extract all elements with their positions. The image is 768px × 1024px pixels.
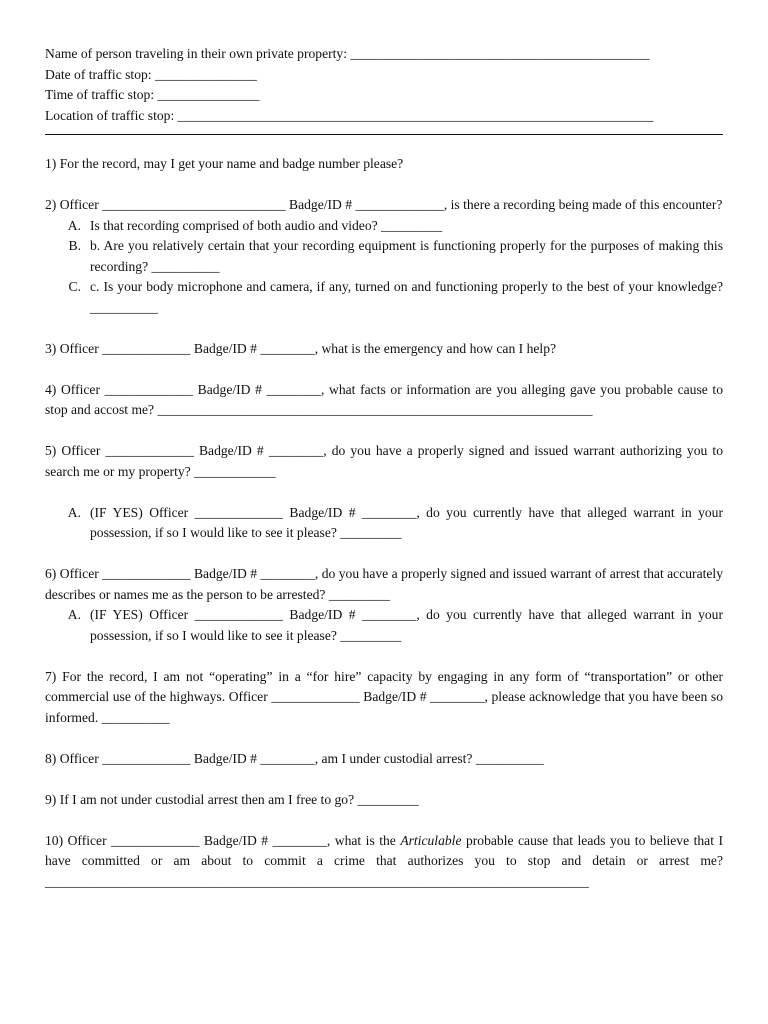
question-10-emphasis: Articulable	[400, 832, 462, 848]
list-item-text: b. Are you relatively certain that your recording equipment is functioning properly for the purposes of making this recording? __________	[90, 238, 723, 274]
question-5-item-a	[45, 503, 723, 544]
list-item-text: c. Is your body microphone and camera, if any, turned on and functioning properly to the best of your knowledge? __________	[90, 279, 723, 315]
list-marker: A.	[67, 217, 81, 233]
question-1: 1) For the record, may I get your name and badge number please?	[45, 156, 404, 171]
list-item-text: (IF YES) Officer _____________ Badge/ID # ________, do you currently have that alleged warrant in your possession, if so I would like to see it please? _________	[90, 607, 723, 643]
name-line: Name of person traveling in their own private property: ____________________________________________	[45, 46, 650, 61]
list-marker: A.	[67, 607, 81, 622]
question-3: 3) Officer _____________ Badge/ID # ________, what is the emergency and how can I help?	[45, 340, 557, 356]
question-4: 4) Officer _____________ Badge/ID # ________, what facts or information are you alleging gave you probable cause to stop and accost me? ________________________________________________________________	[45, 381, 723, 417]
question-2-item-a	[45, 216, 723, 237]
date-line: Date of traffic stop: _______________	[45, 66, 257, 82]
question-6-item-a	[45, 605, 723, 646]
question-10	[45, 831, 723, 893]
question-9: 9) If I am not under custodial arrest then am I free to go? _________	[45, 791, 419, 807]
location-line: Location of traffic stop: ______________________________________________________________________	[45, 107, 654, 123]
question-10-start: 10) Officer _____________ Badge/ID # ________, what is the	[45, 832, 401, 848]
question-2-item-c	[45, 277, 723, 318]
question-7: 7) For the record, I am not “operating” in a “for hire” capacity by engaging in any form of “transportation” or other commercial use of the highways. Officer _____________ Badge/ID # ________, please acknowledge that you have been so informed. __________	[45, 668, 723, 725]
list-marker: B.	[68, 238, 81, 253]
question-2: 2) Officer ___________________________ Badge/ID # _____________, is there a recording being made of this encounter?	[45, 197, 723, 212]
question-6: 6) Officer _____________ Badge/ID # ________, do you have a properly signed and issued warrant of arrest that accurately describes or names me as the person to be arrested? _________	[45, 566, 723, 602]
question-5: 5) Officer _____________ Badge/ID # ________, do you have a properly signed and issued warrant authorizing you to search me or my property? ____________	[45, 443, 723, 479]
list-item-text: (IF YES) Officer _____________ Badge/ID # ________, do you currently have that alleged warrant in your possession, if so I would like to see it please? _________	[90, 504, 723, 540]
question-10-end: probable cause that leads you to believe that I have committed or am about to commit a crime that authorizes you to stop and detain or arrest me? ________________________________________________________________________________	[45, 832, 723, 889]
list-marker: A.	[67, 504, 81, 520]
question-2-item-b	[45, 236, 723, 277]
question-8: 8) Officer _____________ Badge/ID # ________, am I under custodial arrest? __________	[45, 750, 544, 766]
list-marker: C.	[68, 279, 81, 294]
list-item-text: Is that recording comprised of both audio and video? _________	[90, 217, 443, 233]
time-line: Time of traffic stop: _______________	[45, 87, 260, 102]
